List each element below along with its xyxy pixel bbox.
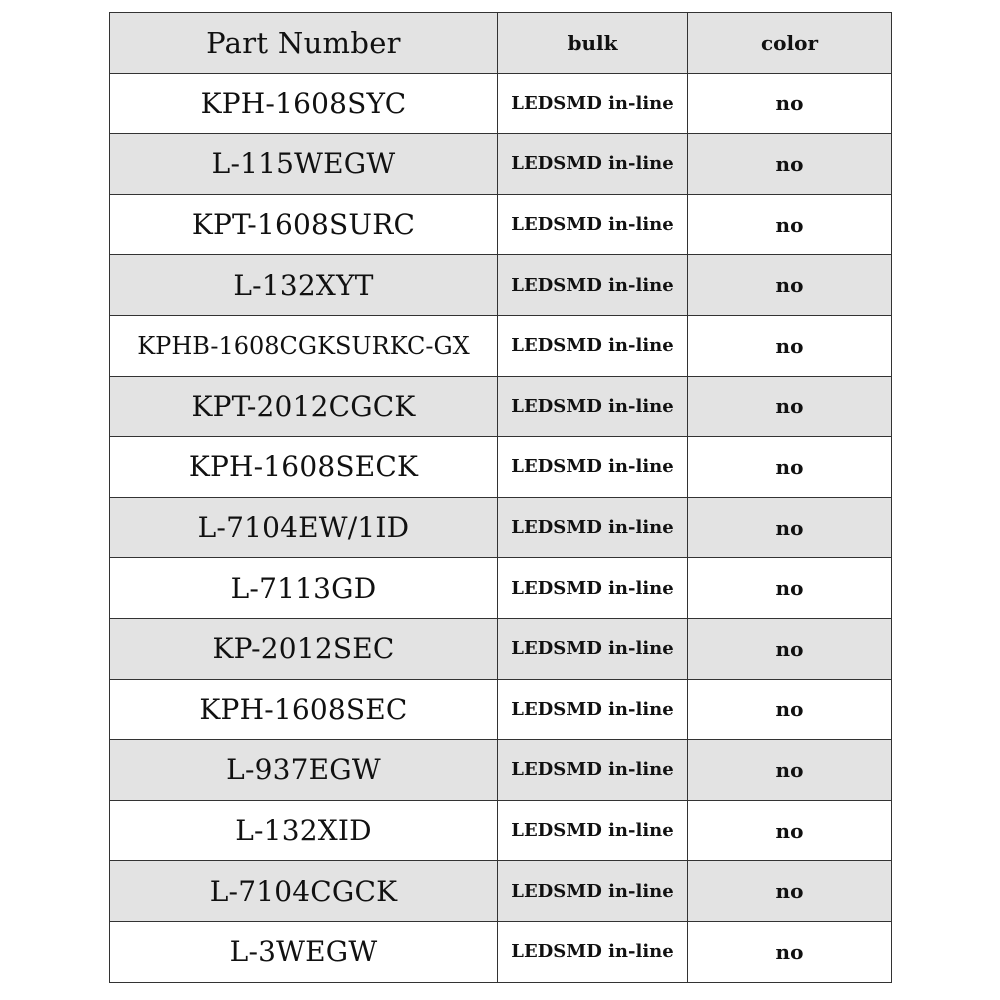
part-number-cell: L-115WEGW: [110, 134, 498, 195]
part-number-cell: L-7104EW/1ID: [110, 497, 498, 558]
bulk-cell: LEDSMD in-line: [498, 315, 688, 376]
bulk-cell: LEDSMD in-line: [498, 861, 688, 922]
part-spec-table: [109, 12, 892, 983]
part-number-cell: KPT-1608SURC: [110, 194, 498, 255]
color-cell: no: [688, 921, 892, 982]
table-row: [110, 558, 892, 619]
color-cell: no: [688, 558, 892, 619]
part-number-cell: KPH-1608SEC: [110, 679, 498, 740]
bulk-cell: LEDSMD in-line: [498, 255, 688, 316]
bulk-cell: LEDSMD in-line: [498, 134, 688, 195]
part-number-cell: L-132XID: [110, 800, 498, 861]
bulk-cell: LEDSMD in-line: [498, 800, 688, 861]
header-bulk: bulk: [498, 13, 688, 74]
part-number-cell: L-7113GD: [110, 558, 498, 619]
header-color: color: [688, 13, 892, 74]
header-row: [110, 13, 892, 74]
table-row: [110, 437, 892, 498]
header-part-number: Part Number: [110, 13, 498, 74]
color-cell: no: [688, 861, 892, 922]
color-cell: no: [688, 740, 892, 801]
color-cell: no: [688, 618, 892, 679]
bulk-cell: LEDSMD in-line: [498, 740, 688, 801]
table-row: [110, 740, 892, 801]
color-cell: no: [688, 376, 892, 437]
table-row: [110, 800, 892, 861]
bulk-cell: LEDSMD in-line: [498, 679, 688, 740]
color-cell: no: [688, 437, 892, 498]
table-row: [110, 679, 892, 740]
table-row: [110, 194, 892, 255]
part-number-cell: KPH-1608SECK: [110, 437, 498, 498]
bulk-cell: LEDSMD in-line: [498, 73, 688, 134]
part-number-cell: L-132XYT: [110, 255, 498, 316]
bulk-cell: LEDSMD in-line: [498, 921, 688, 982]
table-row: [110, 497, 892, 558]
part-number-cell: KPT-2012CGCK: [110, 376, 498, 437]
color-cell: no: [688, 255, 892, 316]
bulk-cell: LEDSMD in-line: [498, 558, 688, 619]
table-row: [110, 134, 892, 195]
color-cell: no: [688, 679, 892, 740]
table-row: [110, 255, 892, 316]
table-body: [110, 73, 892, 982]
bulk-cell: LEDSMD in-line: [498, 376, 688, 437]
bulk-cell: LEDSMD in-line: [498, 194, 688, 255]
table-row: [110, 861, 892, 922]
color-cell: no: [688, 497, 892, 558]
color-cell: no: [688, 134, 892, 195]
part-number-cell: L-937EGW: [110, 740, 498, 801]
bulk-cell: LEDSMD in-line: [498, 497, 688, 558]
part-number-cell: L-7104CGCK: [110, 861, 498, 922]
color-cell: no: [688, 73, 892, 134]
color-cell: no: [688, 800, 892, 861]
part-number-cell: KPH-1608SYC: [110, 73, 498, 134]
part-number-cell: KPHB-1608CGKSURKC-GX: [110, 315, 498, 376]
table-row: [110, 73, 892, 134]
bulk-cell: LEDSMD in-line: [498, 618, 688, 679]
table-row: [110, 376, 892, 437]
part-number-cell: KP-2012SEC: [110, 618, 498, 679]
color-cell: no: [688, 315, 892, 376]
table-row: [110, 618, 892, 679]
table-row: [110, 921, 892, 982]
table-row: [110, 315, 892, 376]
color-cell: no: [688, 194, 892, 255]
part-number-cell: L-3WEGW: [110, 921, 498, 982]
bulk-cell: LEDSMD in-line: [498, 437, 688, 498]
